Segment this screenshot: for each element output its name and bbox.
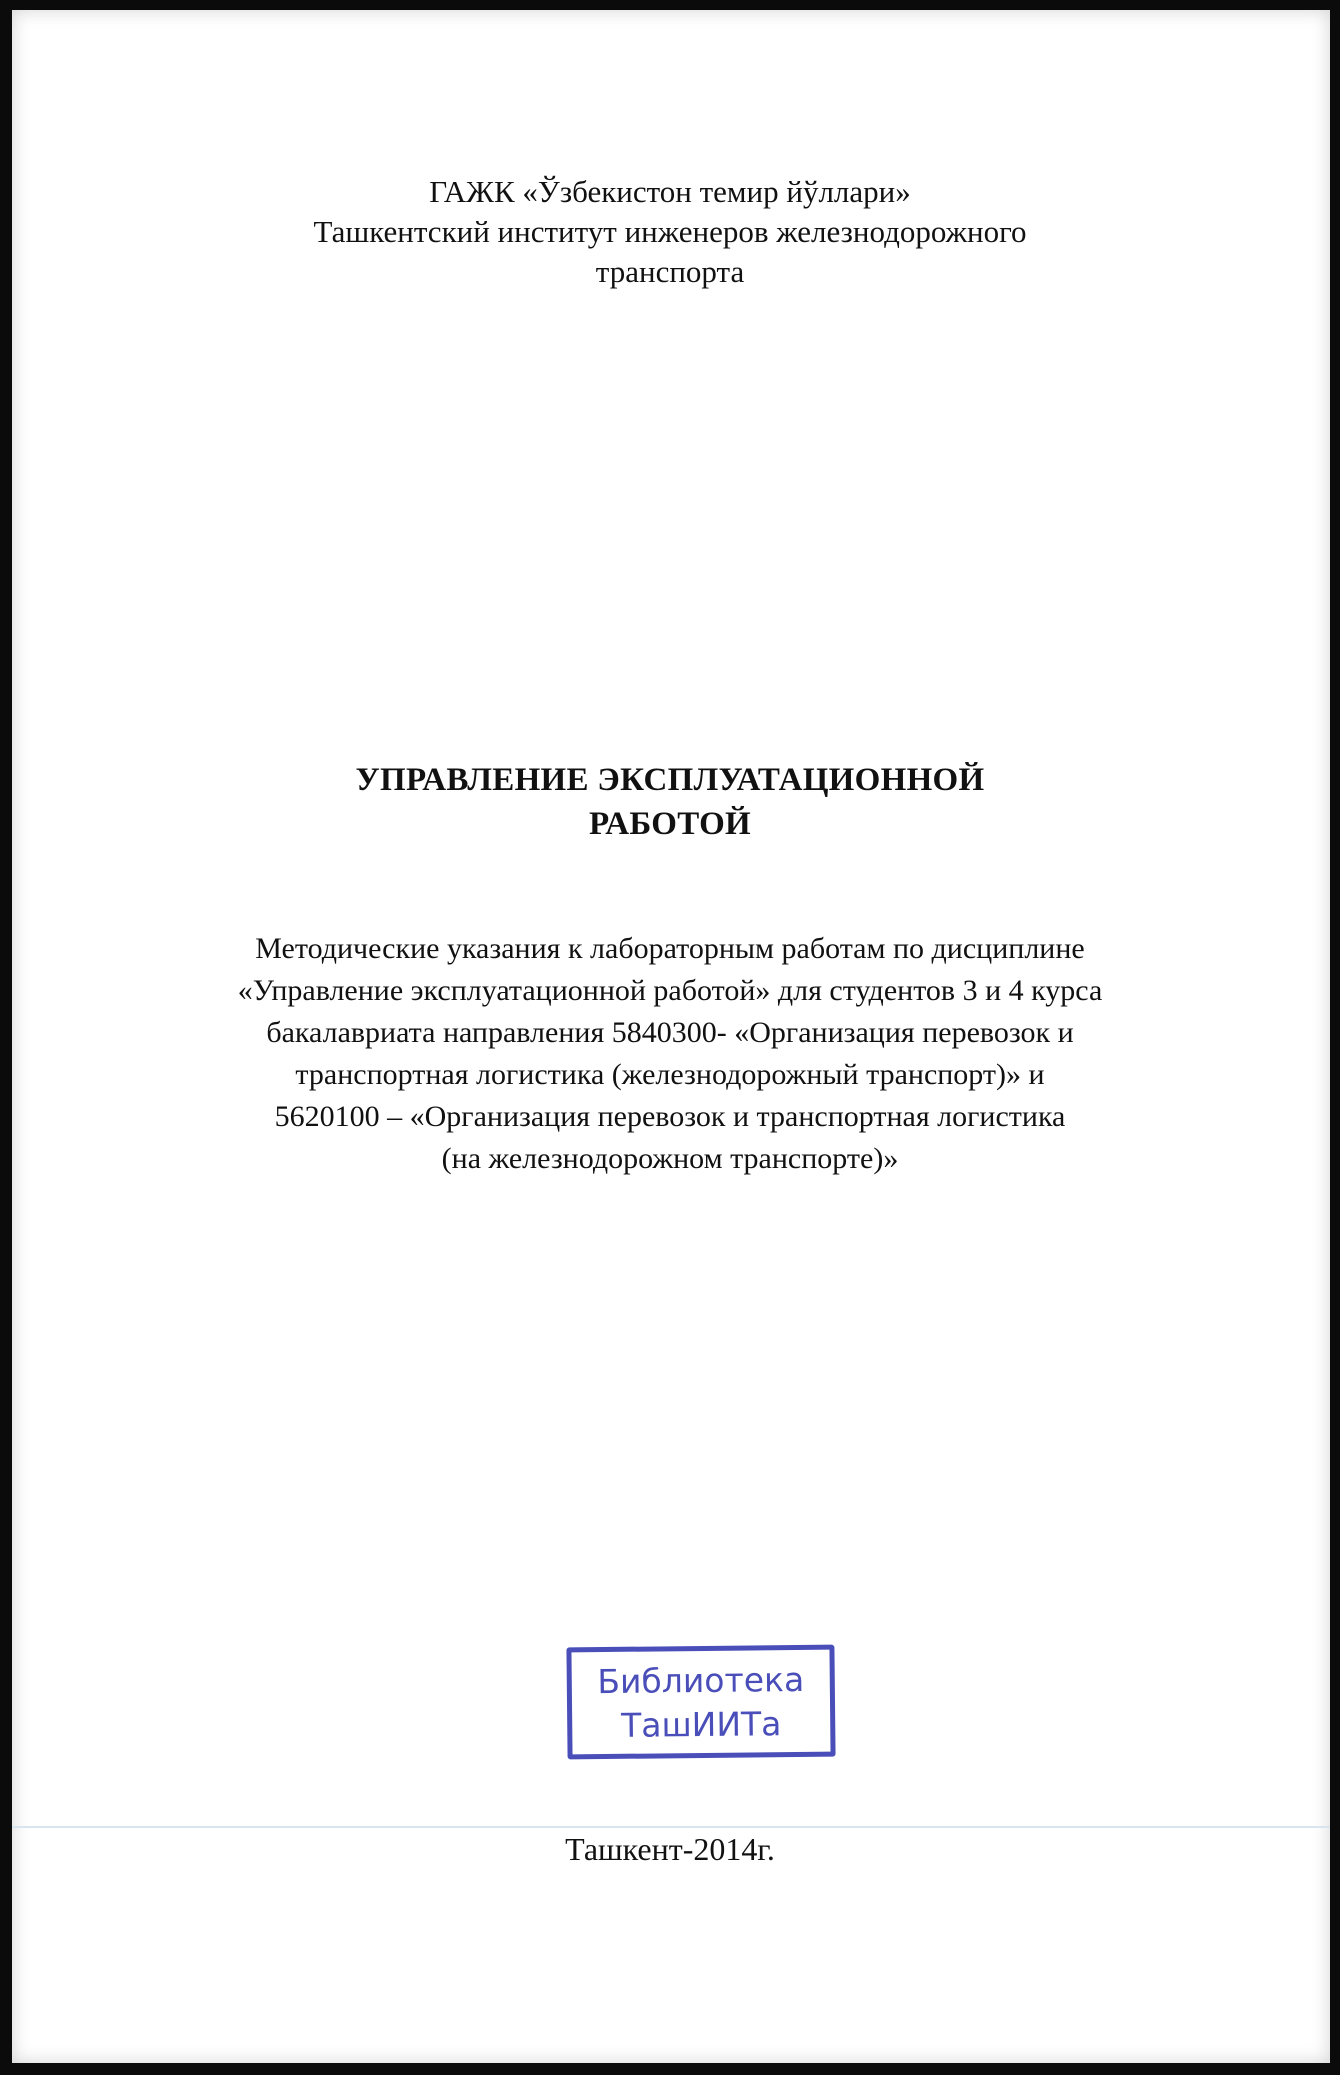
header-line-organization: ГАЖК «Ўзбекистон темир йўллари» [429,174,911,209]
institution-header [0,172,1340,292]
title-line-1: УПРАВЛЕНИЕ ЭКСПЛУАТАЦИОННОЙ [355,762,985,798]
stamp-line-2: ТашИИТа [620,1704,782,1745]
description-line-1: Методические указания к лабораторным работам по дисциплине [255,932,1085,965]
description-line-3: бакалавриата направления 5840300- «Организация перевозок и [266,1016,1074,1049]
header-line-institute: Ташкентский институт инженеров железнодорожного [313,214,1027,249]
description-line-6: (на железнодорожном транспорте)» [441,1142,899,1175]
header-line-institute-cont: транспорта [595,254,745,289]
description-line-2: «Управление эксплуатационной работой» для студентов 3 и 4 курса [237,974,1103,1007]
page-fold-line [12,1826,1330,1828]
library-stamp [566,1645,835,1760]
title-line-2: РАБОТОЙ [588,806,752,842]
description-line-4: транспортная логистика (железнодорожный транспорт)» и [295,1058,1045,1091]
city-year: Ташкент-2014г. [565,1831,775,1867]
document-description [0,928,1340,1180]
stamp-line-1: Библиотека [597,1659,805,1702]
document-title [0,758,1340,846]
description-line-5: 5620100 – «Организация перевозок и транспортная логистика [274,1100,1066,1133]
